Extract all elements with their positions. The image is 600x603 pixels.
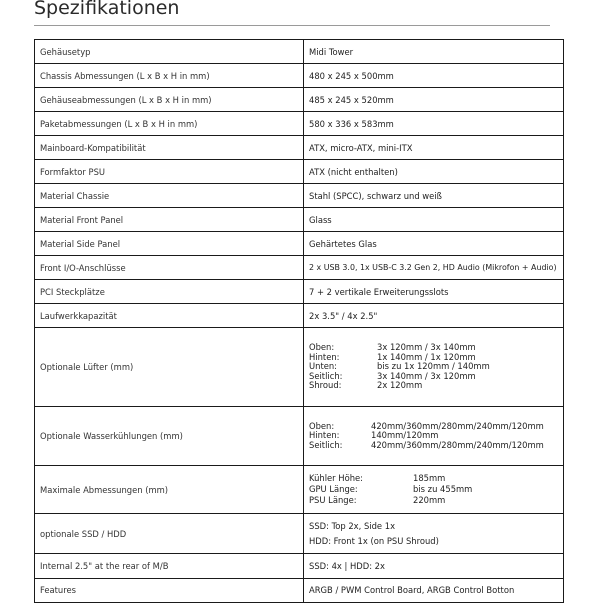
- hdd-line: HDD: Front 1x (on PSU Shroud): [309, 535, 439, 546]
- dim-value: 185mm: [413, 473, 446, 483]
- table-row: [35, 256, 564, 280]
- spec-value: 2 x USB 3.0, 1x USB-C 3.2 Gen 2, HD Audio (Mikrofon + Audio): [304, 256, 564, 280]
- spec-value: 2x 3.5" / 4x 2.5": [304, 304, 564, 328]
- dim-key: Kühler Höhe:: [309, 473, 363, 483]
- spec-value: 7 + 2 vertikale Erweiterungsslots: [304, 280, 564, 304]
- fan-key: Oben:: [309, 342, 335, 353]
- water-value: 420mm/360mm/280mm/240mm/120mm: [371, 420, 544, 431]
- table-row-fans: [35, 328, 564, 407]
- max-dims-list: [309, 473, 558, 506]
- water-key: Seitlich:: [309, 439, 343, 450]
- fan-value: bis zu 1x 120mm / 140mm: [377, 361, 490, 372]
- spec-label: Features: [35, 578, 304, 603]
- table-row: [35, 64, 564, 88]
- spec-label: Formfaktor PSU: [35, 160, 304, 184]
- spec-label: Optionale Lüfter (mm): [35, 328, 304, 407]
- table-row: [35, 232, 564, 256]
- spec-label: Optionale Wasserkühlungen (mm): [35, 407, 304, 466]
- water-value: 140mm/120mm: [371, 430, 439, 441]
- fan-value: 3x 120mm / 3x 140mm: [377, 342, 476, 353]
- dim-key: PSU Länge:: [309, 495, 357, 505]
- ssd-line: SSD: Top 2x, Side 1x: [309, 520, 396, 531]
- page-title: Spezifikationen: [34, 0, 180, 19]
- fan-key: Shroud:: [309, 380, 342, 391]
- spec-value: ATX, micro-ATX, mini-ITX: [304, 136, 564, 160]
- water-key: Oben:: [309, 420, 335, 431]
- table-row: [35, 88, 564, 112]
- table-row: [35, 578, 564, 603]
- water-value: 420mm/360mm/280mm/240mm/120mm: [371, 439, 544, 450]
- table-row-max-dims: [35, 466, 564, 514]
- table-row: [35, 160, 564, 184]
- spec-label: optionale SSD / HDD: [35, 514, 304, 554]
- fan-value: 2x 120mm: [377, 380, 423, 391]
- fan-value: 3x 140mm / 3x 120mm: [377, 370, 476, 381]
- water-key: Hinten:: [309, 430, 340, 441]
- table-row-watercooling: [35, 407, 564, 466]
- spec-label: Laufwerkkapazität: [35, 304, 304, 328]
- spec-value: Midi Tower: [304, 40, 564, 64]
- table-row: [35, 280, 564, 304]
- spec-value: Glass: [304, 208, 564, 232]
- spec-value: Stahl (SPCC), schwarz und weiß: [304, 184, 564, 208]
- spec-value-watercooling: [304, 407, 564, 466]
- spec-label: Chassis Abmessungen (L x B x H in mm): [35, 64, 304, 88]
- table-row: [35, 554, 564, 579]
- table-row-ssd-hdd: [35, 514, 564, 554]
- table-row: [35, 184, 564, 208]
- watercooling-list: [309, 422, 558, 451]
- spec-value: ARGB / PWM Control Board, ARGB Control Botton: [304, 578, 564, 603]
- table-row: [35, 136, 564, 160]
- dim-value: bis zu 455mm: [413, 484, 473, 494]
- table-row: [35, 40, 564, 64]
- fan-value: 1x 140mm / 1x 120mm: [377, 351, 476, 362]
- spec-value: ATX (nicht enthalten): [304, 160, 564, 184]
- spec-label: Material Front Panel: [35, 208, 304, 232]
- spec-value: SSD: 4x | HDD: 2x: [304, 554, 564, 579]
- spec-value-max-dims: [304, 466, 564, 514]
- spec-value: 485 x 245 x 520mm: [304, 88, 564, 112]
- spec-table: [34, 39, 564, 603]
- spec-value-ssd-hdd: [304, 514, 564, 554]
- spec-label: Front I/O-Anschlüsse: [35, 256, 304, 280]
- dim-key: GPU Länge:: [309, 484, 358, 494]
- fan-list: [309, 343, 558, 391]
- spec-label: PCI Steckplätze: [35, 280, 304, 304]
- table-row: [35, 304, 564, 328]
- dim-value: 220mm: [413, 495, 446, 505]
- spec-label: Maximale Abmessungen (mm): [35, 466, 304, 514]
- title-divider: [34, 25, 550, 26]
- spec-label: Gehäusetyp: [35, 40, 304, 64]
- spec-value: 480 x 245 x 500mm: [304, 64, 564, 88]
- fan-key: Hinten:: [309, 351, 340, 362]
- spec-label: Material Chassie: [35, 184, 304, 208]
- spec-value-fans: [304, 328, 564, 407]
- table-row: [35, 208, 564, 232]
- fan-key: Unten:: [309, 361, 338, 372]
- fan-key: Seitlich:: [309, 370, 343, 381]
- spec-label: Material Side Panel: [35, 232, 304, 256]
- spec-value: 580 x 336 x 583mm: [304, 112, 564, 136]
- spec-label: Paketabmessungen (L x B x H in mm): [35, 112, 304, 136]
- spec-label: Internal 2.5" at the rear of M/B: [35, 554, 304, 579]
- spec-label: Mainboard-Kompatibilität: [35, 136, 304, 160]
- spec-label: Gehäuseabmessungen (L x B x H in mm): [35, 88, 304, 112]
- table-row: [35, 112, 564, 136]
- spec-value: Gehärtetes Glas: [304, 232, 564, 256]
